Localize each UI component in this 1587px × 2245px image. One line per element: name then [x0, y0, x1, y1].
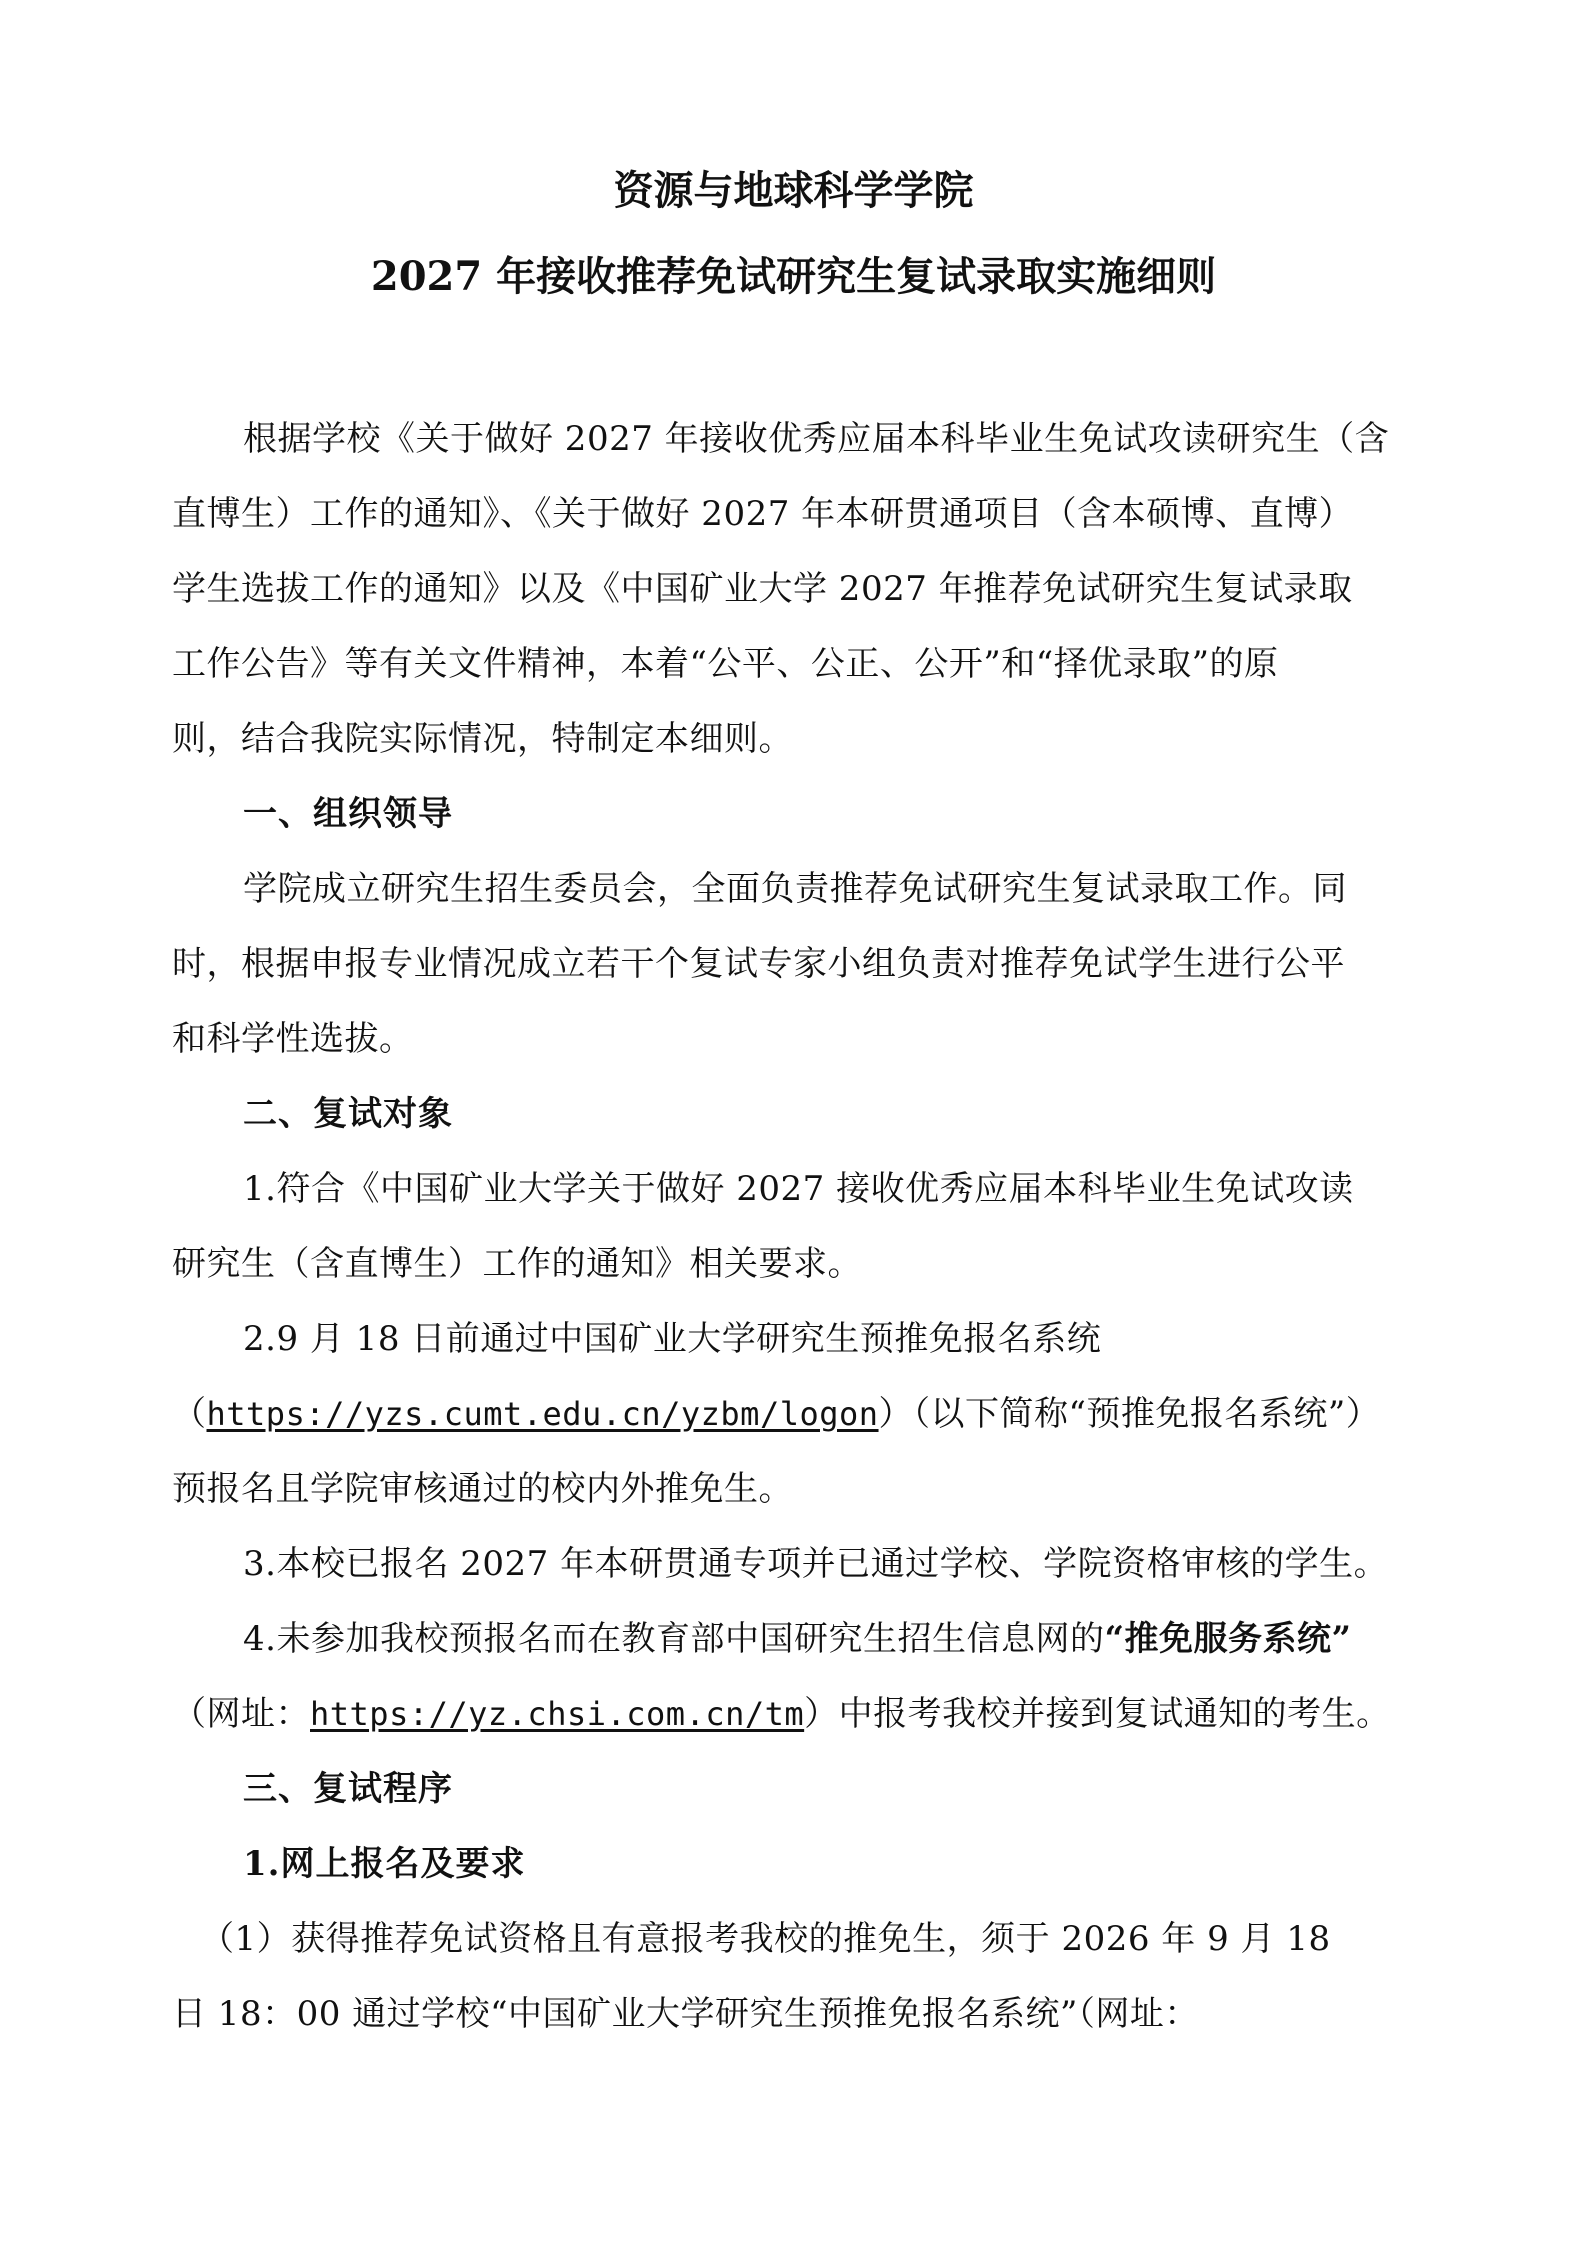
item2-line-2: [172, 1390, 1380, 1438]
intro-line-5: 则，结合我院实际情况，特制定本细则。: [172, 719, 793, 759]
intro-line-3: 学生选拔工作的通知》以及《中国矿业大学 2027 年推荐免试研究生复试录取: [172, 569, 1353, 609]
item4-line-2: [172, 1690, 1391, 1738]
section1-line-3: 和科学性选拔。: [172, 1019, 414, 1059]
document-title-main: 2027 年接收推荐免试研究生复试录取实施细则: [370, 253, 1217, 300]
intro-line-2: 直博生）工作的通知》、《关于做好 2027 年本研贯通项目（含本硕博、直博）: [172, 494, 1354, 534]
item1-line-2: 研究生（含直博生）工作的通知》相关要求。: [172, 1244, 862, 1284]
item4-system-name: “推免服务系统”: [1104, 1619, 1352, 1659]
section1-line-2: 时，根据申报专业情况成立若干个复试专家小组负责对推荐免试学生进行公平: [172, 944, 1345, 984]
item2-paren-open: （: [172, 1394, 207, 1434]
item2-line-2-tail: ）（以下简称“预推免报名系统”）: [878, 1394, 1381, 1434]
procedure-p1-line-1: （1）获得推荐免试资格且有意报考我校的推免生，须于 2026 年 9 月 18: [200, 1919, 1331, 1959]
item2-line-1: 2.9 月 18 日前通过中国矿业大学研究生预推免报名系统: [243, 1319, 1102, 1359]
section-heading-organization: 一、组织领导: [243, 794, 453, 834]
item1-line-1: 1.符合《中国矿业大学关于做好 2027 接收优秀应届本科毕业生免试攻读: [243, 1169, 1354, 1209]
item4-line-1: [243, 1615, 1352, 1663]
item4-line-2-tail: ）中报考我校并接到复试通知的考生。: [804, 1694, 1391, 1734]
section-heading-candidates: 二、复试对象: [243, 1094, 453, 1134]
subsection-heading-online-registration: 1.网上报名及要求: [243, 1844, 526, 1884]
registration-system-link[interactable]: https://yzs.cumt.edu.cn/yzbm/logon: [206, 1395, 879, 1433]
document-title-school: 资源与地球科学学院: [613, 167, 974, 214]
chsi-tm-link[interactable]: https://yz.chsi.com.cn/tm: [310, 1695, 805, 1733]
section-heading-procedure: 三、复试程序: [243, 1769, 453, 1809]
item4-url-label: （网址：: [172, 1694, 310, 1734]
intro-line-4: 工作公告》等有关文件精神，本着“公平、公正、公开”和“择优录取”的原: [172, 644, 1279, 684]
section1-line-1: 学院成立研究生招生委员会，全面负责推荐免试研究生复试录取工作。同: [243, 869, 1347, 909]
item3-line-1: 3.本校已报名 2027 年本研贯通专项并已通过学校、学院资格审核的学生。: [243, 1544, 1389, 1584]
item2-line-3: 预报名且学院审核通过的校内外推免生。: [172, 1469, 793, 1509]
intro-line-1: 根据学校《关于做好 2027 年接收优秀应届本科毕业生免试攻读研究生（含: [243, 419, 1390, 459]
procedure-p1-line-2: 日 18：00 通过学校“中国矿业大学研究生预推免报名系统”（网址：: [172, 1994, 1199, 2034]
item4-line-1-text: 4.未参加我校预报名而在教育部中国研究生招生信息网的: [243, 1619, 1105, 1659]
